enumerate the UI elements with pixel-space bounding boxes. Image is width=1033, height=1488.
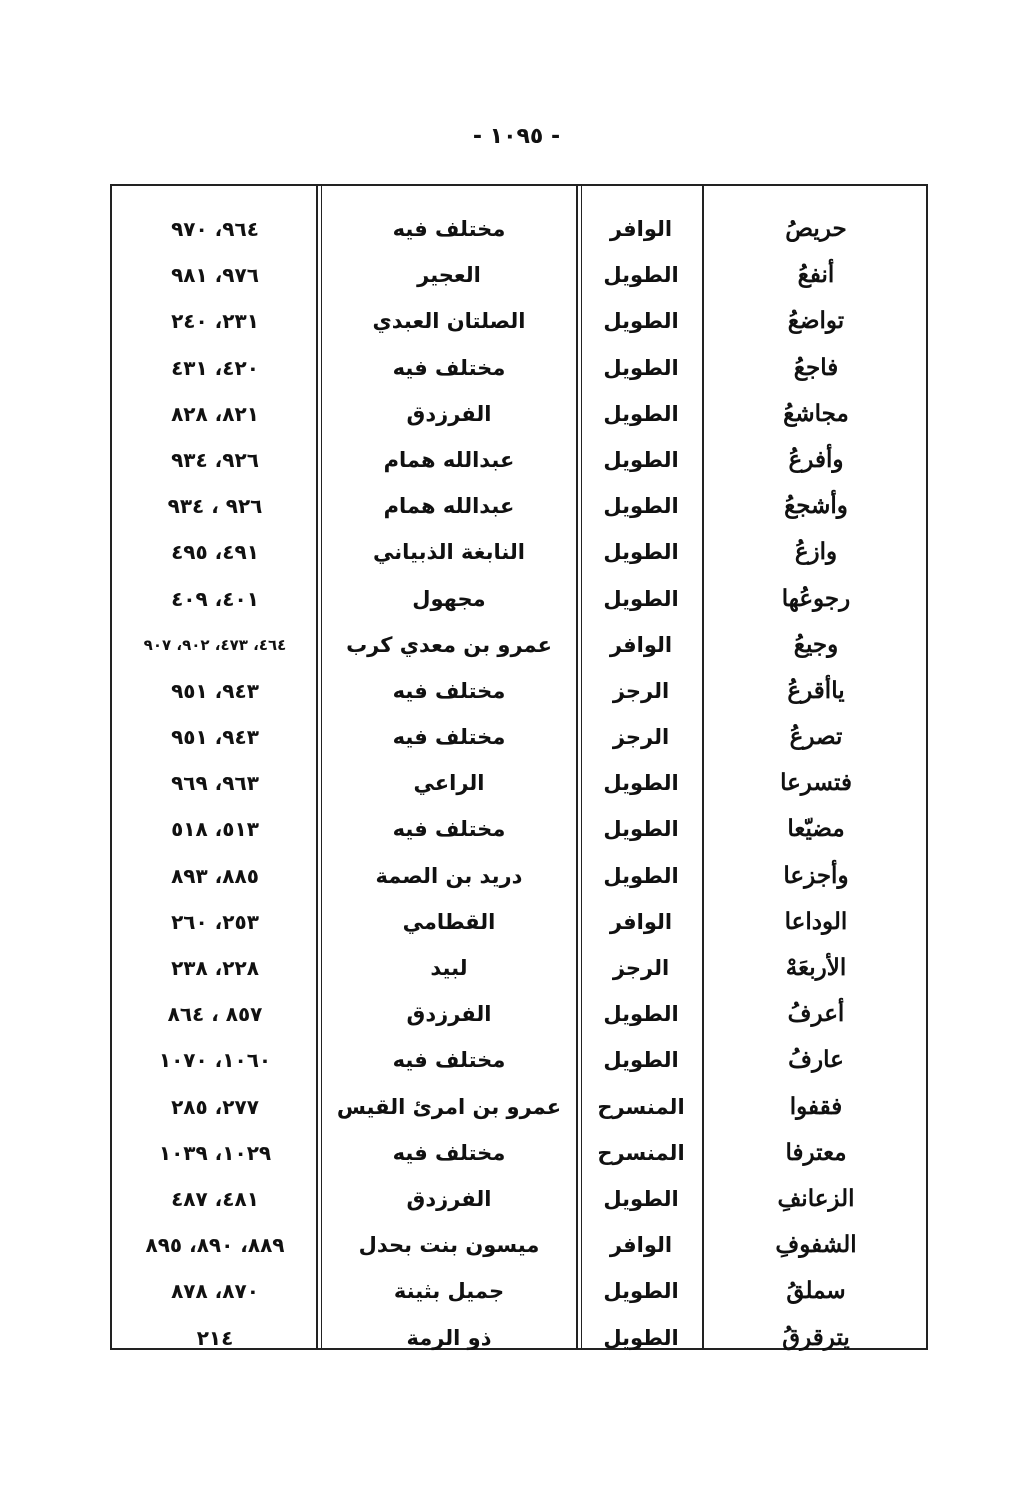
poet-name: مجهول <box>412 586 486 611</box>
poet-name: عمرو بن امرئ القيس <box>336 1094 562 1119</box>
page-references: ٤٦٤، ٤٧٣، ٩٠٢، ٩٠٧ <box>143 635 287 654</box>
meter: الطويل <box>603 494 679 519</box>
rhyme-word: حريصُ <box>785 215 847 242</box>
rhyme-word: عارفُ <box>788 1046 844 1074</box>
table-row <box>112 760 926 806</box>
table-row <box>112 1037 926 1083</box>
poet-name: الراعي <box>413 771 485 796</box>
page-references: ٤٠١، ٤٠٩ <box>171 586 259 611</box>
meter: الطويل <box>603 1279 679 1304</box>
poet-name: مختلف فيه <box>392 1140 506 1165</box>
rhyme-word: وأفرعُ <box>788 445 844 473</box>
poet-name: مختلف فيه <box>392 217 506 241</box>
meter: الطويل <box>603 355 679 380</box>
table-row <box>112 991 926 1037</box>
table-row <box>112 1222 926 1268</box>
table-row <box>112 206 926 252</box>
poet-name: مختلف فيه <box>392 725 506 750</box>
rhyme-word: أنفعُ <box>797 261 835 289</box>
rhyme-word: فتسرعا <box>780 769 852 797</box>
page-number: - ١٠٩٥ - <box>472 124 561 149</box>
meter: الطويل <box>603 771 679 796</box>
poet-name: ذو الرمة <box>406 1325 492 1350</box>
index-table <box>110 184 928 1350</box>
poet-name: الفرزدق <box>406 401 492 426</box>
table-row <box>112 1176 926 1222</box>
page-references: ٥١٣، ٥١٨ <box>171 817 259 842</box>
rhyme-word: ياأقرعُ <box>787 676 845 704</box>
page-references: ٩٢٦ ، ٩٣٤ <box>167 494 263 519</box>
meter: الرجز <box>612 956 670 980</box>
page-references: ١٠٦٠، ١٠٧٠ <box>158 1048 272 1073</box>
meter: الوافر <box>609 909 673 934</box>
poet-name: الفرزدق <box>406 1186 492 1211</box>
rhyme-word: الشفوفِ <box>775 1231 857 1259</box>
table-row <box>112 714 926 760</box>
poet-name: دريد بن الصمة <box>375 863 523 888</box>
table-row <box>112 483 926 529</box>
rhyme-word: الأربعَهْ <box>785 954 847 981</box>
poet-name: جميل بثينة <box>393 1279 505 1304</box>
page-references: ٤٢٠، ٤٣١ <box>171 355 259 380</box>
table-row <box>112 529 926 575</box>
page-references: ٩٧٦، ٩٨١ <box>171 263 259 288</box>
table-row <box>112 899 926 945</box>
rhyme-word: أعرفُ <box>787 1000 845 1028</box>
table-row <box>112 252 926 298</box>
meter: الطويل <box>603 1002 679 1027</box>
table-row <box>112 437 926 483</box>
page-references: ٩٢٦، ٩٣٤ <box>171 447 259 472</box>
page-references: ٨٨٩، ٨٩٠، ٨٩٥ <box>145 1233 285 1258</box>
rhyme-word: الوداعا <box>784 907 848 935</box>
meter: الرجز <box>612 725 670 750</box>
meter: الطويل <box>603 586 679 611</box>
meter: الطويل <box>603 540 679 565</box>
meter: الوافر <box>609 1233 673 1258</box>
meter: الطويل <box>603 1325 679 1350</box>
meter: الطويل <box>603 401 679 426</box>
poet-name: مختلف فيه <box>392 817 506 842</box>
meter: الرجز <box>612 678 670 703</box>
table-row <box>112 298 926 344</box>
page-references: ٢١٤ <box>196 1325 234 1350</box>
poet-name: عبدالله همام <box>383 494 515 519</box>
table-row <box>112 806 926 852</box>
rhyme-word: سملقُ <box>786 1277 846 1305</box>
rhyme-word: معترفا <box>785 1138 847 1166</box>
table-row <box>112 668 926 714</box>
meter: الطويل <box>603 1048 679 1073</box>
rhyme-word: وأشجعُ <box>784 492 848 520</box>
poet-name: عمرو بن معدي كرب <box>346 632 552 657</box>
page-references: ٢٧٧، ٢٨٥ <box>171 1094 259 1119</box>
table-row <box>112 622 926 668</box>
page-references: ٤٨١، ٤٨٧ <box>171 1186 259 1211</box>
poet-name: النابغة الذبياني <box>372 540 525 565</box>
table-row <box>112 1130 926 1176</box>
page-references: ٩٤٣، ٩٥١ <box>171 725 259 750</box>
meter: الطويل <box>603 309 679 334</box>
table-row <box>112 345 926 391</box>
page-references: ٩٤٣، ٩٥١ <box>171 678 259 703</box>
table-row <box>112 1315 926 1361</box>
meter: المنسرح <box>597 1140 685 1165</box>
page-references: ١٠٢٩، ١٠٣٩ <box>158 1140 272 1165</box>
page-references: ٢٢٨، ٢٣٨ <box>171 956 259 980</box>
page-references: ٨٢١، ٨٢٨ <box>171 401 259 426</box>
page-references: ٨٧٠، ٨٧٨ <box>171 1279 259 1304</box>
meter: الطويل <box>603 447 679 472</box>
meter: الطويل <box>603 1186 679 1211</box>
table-row <box>112 576 926 622</box>
rhyme-word: الزعانفِ <box>777 1184 855 1212</box>
poet-name: مختلف فيه <box>392 1048 506 1073</box>
poet-name: العجير <box>417 263 481 288</box>
table-body <box>112 206 926 1361</box>
page-references: ٢٣١، ٢٤٠ <box>171 309 259 334</box>
table-row <box>112 1268 926 1314</box>
page-references: ٢٥٣، ٢٦٠ <box>171 909 259 934</box>
page-references: ٨٨٥، ٨٩٣ <box>171 863 259 888</box>
rhyme-word: مضيّعا <box>787 815 845 843</box>
page-references: ٤٩١، ٤٩٥ <box>171 540 259 565</box>
rhyme-word: وأجزعا <box>783 861 849 889</box>
rhyme-word: وازعُ <box>794 538 838 566</box>
meter: الطويل <box>603 863 679 888</box>
table-row <box>112 853 926 899</box>
poet-name: ميسون بنت بحدل <box>358 1233 540 1258</box>
poet-name: مختلف فيه <box>392 355 506 380</box>
table-row <box>112 1084 926 1130</box>
rhyme-word: وجيعُ <box>793 630 839 658</box>
poet-name: عبدالله همام <box>383 447 515 472</box>
rhyme-word: مجاشعُ <box>783 399 849 427</box>
rhyme-word: فقفوا <box>789 1092 843 1120</box>
poet-name: القطامي <box>402 909 496 934</box>
rhyme-word: تواضعُ <box>787 307 845 335</box>
poet-name: الفرزدق <box>406 1002 492 1027</box>
meter: الطويل <box>603 263 679 288</box>
rhyme-word: رجوعُها <box>781 584 851 612</box>
rhyme-word: يترقرقُ <box>782 1323 850 1351</box>
rhyme-word: تصرعُ <box>789 723 843 751</box>
page-references: ٨٥٧ ، ٨٦٤ <box>167 1002 263 1027</box>
rhyme-word: فاجعُ <box>793 353 839 381</box>
table-row <box>112 945 926 991</box>
meter: الطويل <box>603 817 679 842</box>
page-references: ٩٦٤، ٩٧٠ <box>171 217 259 241</box>
meter: الوافر <box>609 632 673 657</box>
meter: المنسرح <box>597 1094 685 1119</box>
poet-name: الصلتان العبدي <box>372 309 526 334</box>
meter: الوافر <box>609 217 673 241</box>
table-row <box>112 391 926 437</box>
poet-name: لبيد <box>430 956 468 980</box>
page-references: ٩٦٣، ٩٦٩ <box>171 771 259 796</box>
poet-name: مختلف فيه <box>392 678 506 703</box>
